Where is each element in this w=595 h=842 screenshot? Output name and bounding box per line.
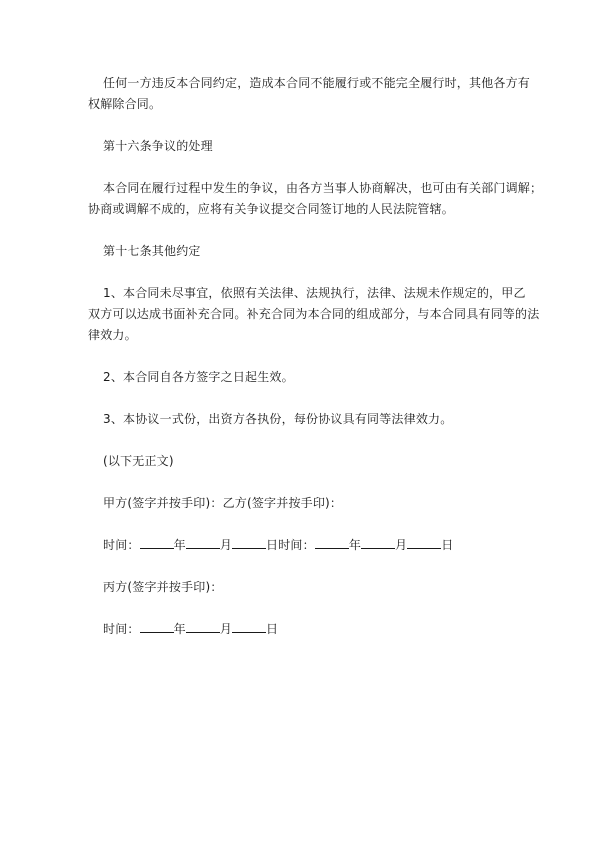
item2: 2、本合同自各方签字之日起生效。: [103, 370, 294, 384]
no-more-text-note: (以下无正文): [103, 454, 174, 468]
month-blank-c: [186, 620, 220, 633]
day-time-label: 日时间：: [266, 538, 315, 552]
day-blank: [232, 536, 266, 549]
month-label-c: 月: [219, 622, 233, 636]
date-line-party-c: [103, 619, 278, 640]
time-label-c: 时间：: [103, 622, 140, 636]
year-label-2: 年: [348, 538, 362, 552]
day-label-2: 日: [441, 538, 454, 552]
month-blank-2: [361, 536, 395, 549]
month-label-2: 月: [395, 538, 408, 552]
heading-article-16: 第十六条争议的处理: [103, 139, 213, 153]
time-label: 时间：: [103, 538, 140, 552]
day-blank-c: [232, 620, 266, 633]
year-blank-c: [140, 620, 174, 633]
item1-line3: 律效力。: [88, 328, 137, 342]
item3: 3、本协议一式份，出资方各执份，每份协议具有同等法律效力。: [103, 412, 453, 426]
year-blank-2: [315, 536, 349, 549]
para1-line1: 任何一方违反本合同约定，造成本合同不能履行或不能完全履行时，其他各方有: [103, 76, 531, 90]
month-label: 月: [219, 538, 233, 552]
heading-article-17: 第十七条其他约定: [103, 244, 201, 258]
year-blank: [140, 536, 174, 549]
para1-line2: 权解除合同。: [88, 97, 162, 111]
year-label-c: 年: [173, 622, 186, 636]
date-line-party-a-b: [103, 535, 453, 556]
item1-line2: 双方可以达成书面补充合同。补充合同为本合同的组成部分，与本合同具有同等的法: [88, 307, 540, 321]
day-blank-2: [407, 536, 441, 549]
year-label: 年: [173, 538, 186, 552]
signature-line-party-a-b: 甲方(签字并按手印)：乙方(签字并按手印)：: [103, 496, 343, 510]
signature-line-party-c: 丙方(签字并按手印)：: [103, 580, 223, 594]
month-blank: [186, 536, 220, 549]
para2-line2: 协商或调解不成的，应将有关争议提交合同签订地的人民法院管辖。: [88, 202, 455, 216]
para2-line1: 本合同在履行过程中发生的争议，由各方当事人协商解决，也可由有关部门调解；: [103, 181, 543, 195]
day-label-c: 日: [266, 622, 279, 636]
item1-line1: 1、本合同未尽事宜，依照有关法律、法规执行，法律、法规未作规定的，甲乙: [103, 286, 526, 300]
